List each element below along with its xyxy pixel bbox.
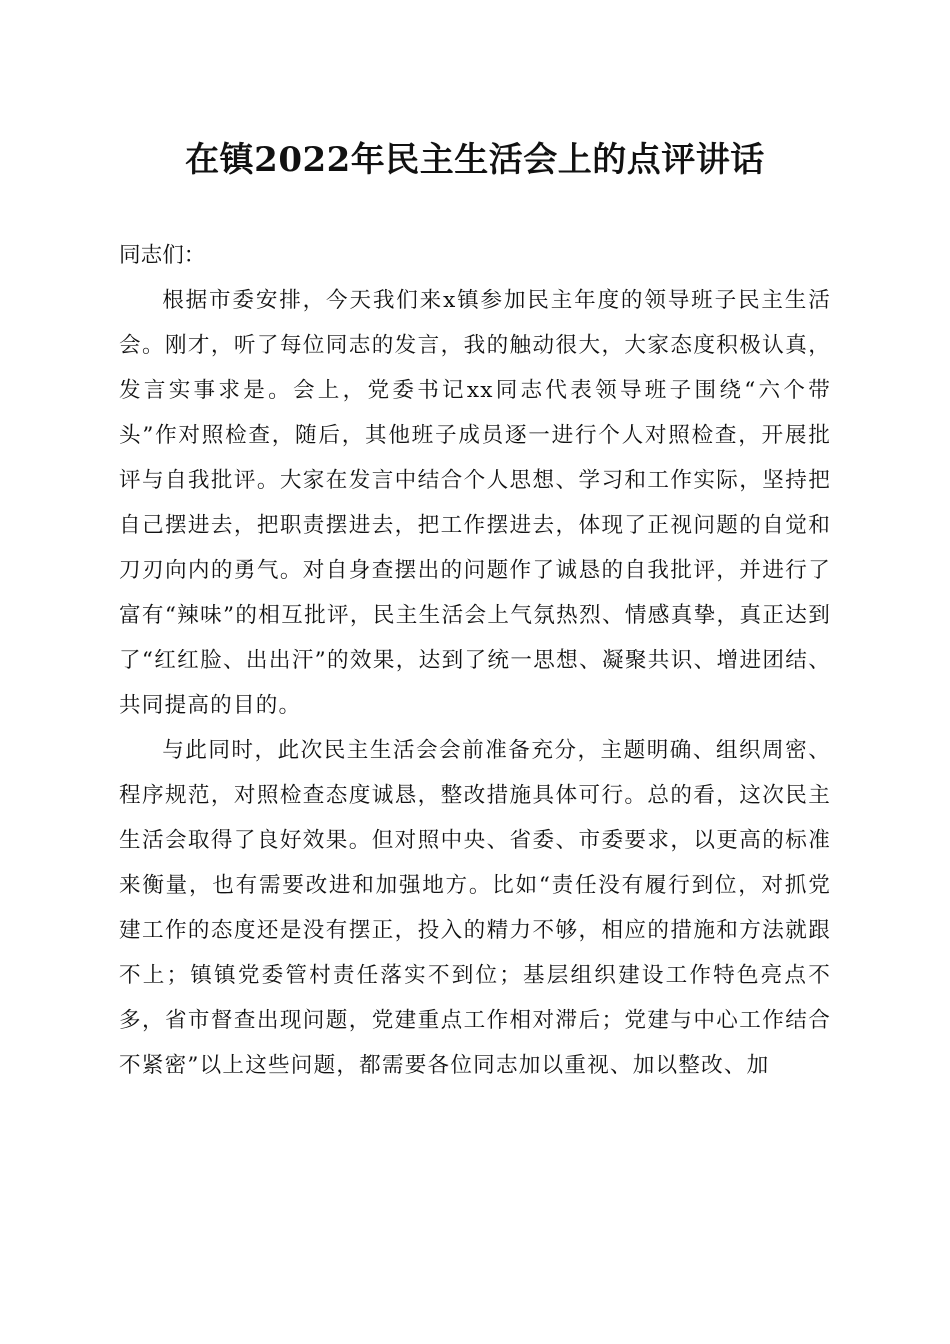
document-title: 在镇2022年民主生活会上的点评讲话 xyxy=(185,140,765,180)
document-body xyxy=(119,233,831,1088)
paragraph-2: 与此同时，此次民主生活会会前准备充分，主题明确、组织周密、程序规范，对照检查态度诚恳，整改措施具体可行。总的看，这次民主生活会取得了良好效果。但对照中央、省委、市委要求，以更高的标准来衡量，也有需要改进和加强地方。比如“责任没有履行到位，对抓党建工作的态度还是没有摆正，投入的精力不够，相应的措施和方法就跟不上；镇镇党委管村责任落实不到位；基层组织建设工作特色亮点不多，省市督查出现问题，党建重点工作相对滞后；党建与中心工作结合不紧密”以上这些问题，都需要各位同志加以重视、加以整改、加 xyxy=(119,738,831,1078)
paragraph-1: 根据市委安排，今天我们来x镇参加民主年度的领导班子民主生活会。刚才，听了每位同志的发言，我的触动很大，大家态度积极认真，发言实事求是。会上，党委书记xx同志代表领导班子围绕“六个带头”作对照检查，随后，其他班子成员逐一进行个人对照检查，开展批评与自我批评。大家在发言中结合个人思想、学习和工作实际，坚持把自己摆进去，把职责摆进去，把工作摆进去，体现了正视问题的自觉和刀刃向内的勇气。对自身查摆出的问题作了诚恳的自我批评，并进行了富有“辣味”的相互批评，民主生活会上气氛热烈、情感真挚，真正达到了“红红脸、出出汗”的效果，达到了统一思想、凝聚共识、增进团结、共同提高的目的。 xyxy=(119,288,831,718)
salutation: 同志们： xyxy=(119,243,206,268)
